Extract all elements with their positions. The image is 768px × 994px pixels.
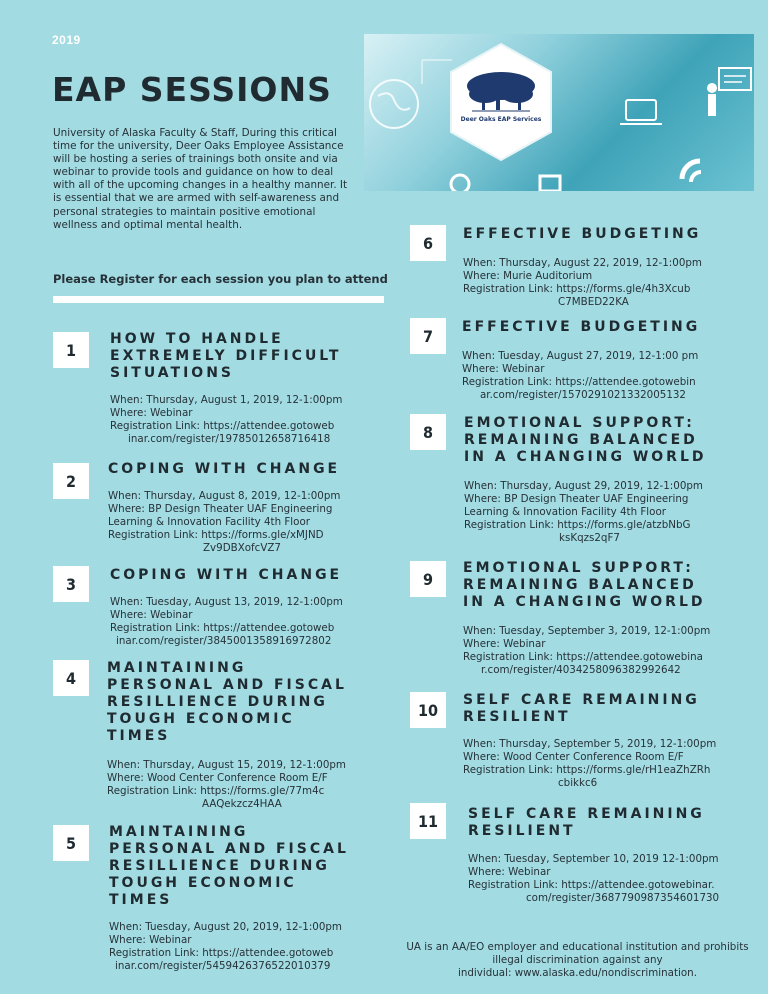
session-title: HOW TO HANDLE EXTREMELY DIFFICULT SITUATIONS bbox=[110, 331, 342, 381]
session-number-box: 4 bbox=[53, 660, 89, 696]
session-7 bbox=[462, 319, 700, 402]
session-details: When: Tuesday, August 13, 2019, 12-1:00pm Where: Webinar Registration Link: https://attendee.gotoweb inar.com/register/3845001358916972802 bbox=[110, 596, 343, 647]
session-title: SELF CARE REMAINING RESILIENT bbox=[463, 692, 700, 725]
session-4 bbox=[107, 660, 347, 811]
session-details: When: Thursday, August 29, 2019, 12-1:00pm Where: BP Design Theater UAF Engineering Learning & Innovation Facility 4th Floor Registration Link: https://forms.gle/atzbNbG ksKqzs2qF7 bbox=[464, 480, 703, 544]
session-1 bbox=[110, 331, 342, 446]
session-number-box: 3 bbox=[53, 566, 89, 602]
session-number-box: 1 bbox=[53, 332, 89, 368]
session-6 bbox=[463, 226, 702, 309]
session-9 bbox=[463, 560, 710, 677]
intro-paragraph: University of Alaska Faculty & Staff, During this critical time for the university, Deer Oaks Employee Assistance will be hosting a series of trainings both onsite and via webinar to provide tools and guidance on how to deal with all of the upcoming changes in a healthy manner. It is essential that we are armed with self-awareness and personal strategies to maintain positive emotional wellness and optimal mental health. bbox=[53, 127, 348, 231]
session-number-box: 2 bbox=[53, 463, 89, 499]
hero-graphic bbox=[364, 34, 754, 191]
session-details: When: Thursday, September 5, 2019, 12-1:00pm Where: Wood Center Conference Room E/F Registration Link: https://forms.gle/rH1eaZhZRh cbikkc6 bbox=[463, 738, 717, 789]
page-title: EAP SESSIONS bbox=[52, 70, 332, 109]
session-number-box: 5 bbox=[53, 825, 89, 861]
session-details: When: Thursday, August 1, 2019, 12-1:00pm Where: Webinar Registration Link: https://attendee.gotoweb inar.com/register/19785012658716418 bbox=[110, 394, 343, 445]
session-number-box: 8 bbox=[410, 414, 446, 450]
session-10 bbox=[463, 692, 716, 790]
session-title: EFFECTIVE BUDGETING bbox=[462, 319, 701, 335]
session-title: COPING WITH CHANGE bbox=[110, 567, 343, 583]
session-details: When: Thursday, August 15, 2019, 12-1:00pm Where: Wood Center Conference Room E/F Registration Link: https://forms.gle/77m4c AAQekzcz4HAA bbox=[107, 759, 346, 810]
session-5 bbox=[109, 824, 349, 973]
session-title: COPING WITH CHANGE bbox=[108, 461, 341, 477]
session-number-box: 11 bbox=[410, 803, 446, 839]
logo-badge bbox=[448, 42, 554, 166]
hero-image bbox=[364, 34, 754, 191]
session-title: MAINTAINING PERSONAL AND FISCAL RESILLIENCE DURING TOUGH ECONOMIC TIMES bbox=[107, 660, 347, 744]
deer-oaks-logo bbox=[448, 42, 554, 162]
session-details: When: Tuesday, August 27, 2019, 12-1:00 pm Where: Webinar Registration Link: https://attendee.gotowebin ar.com/register/1570291021332005132 bbox=[462, 350, 699, 401]
session-number-box: 7 bbox=[410, 318, 446, 354]
logo-text: Deer Oaks EAP Services bbox=[460, 116, 542, 123]
session-title: SELF CARE REMAINING RESILIENT bbox=[468, 806, 705, 839]
session-title: EMOTIONAL SUPPORT: REMAINING BALANCED IN A CHANGING WORLD bbox=[463, 560, 706, 610]
divider bbox=[53, 296, 384, 303]
session-details: When: Tuesday, September 10, 2019 12-1:00pm Where: Webinar Registration Link: https://attendee.gotowebinar. com/register/3687790987354601730 bbox=[468, 853, 720, 904]
session-11 bbox=[468, 806, 719, 905]
session-number-box: 9 bbox=[410, 561, 446, 597]
session-title: MAINTAINING PERSONAL AND FISCAL RESILLIENCE DURING TOUGH ECONOMIC TIMES bbox=[109, 824, 349, 908]
footer-disclaimer: UA is an AA/EO employer and educational institution and prohibits illegal discrimination against any individual: www.alaska.edu/nondiscrimination. bbox=[406, 941, 749, 979]
session-8 bbox=[464, 415, 707, 545]
session-details: When: Thursday, August 8, 2019, 12-1:00pm Where: BP Design Theater UAF Engineering Learning & Innovation Facility 4th Floor Registration Link: https://forms.gle/xMJND Zv9DBXofcVZ7 bbox=[108, 490, 341, 554]
session-3 bbox=[110, 567, 343, 648]
session-number-box: 6 bbox=[410, 225, 446, 261]
session-title: EMOTIONAL SUPPORT: REMAINING BALANCED IN A CHANGING WORLD bbox=[464, 415, 707, 465]
session-title: EFFECTIVE BUDGETING bbox=[463, 226, 702, 242]
session-details: When: Thursday, August 22, 2019, 12-1:00pm Where: Murie Auditorium Registration Link: https://forms.gle/4h3Xcub C7MBED22KA bbox=[463, 257, 702, 308]
register-note: Please Register for each session you plan to attend bbox=[53, 272, 388, 286]
session-number-box: 10 bbox=[410, 692, 446, 728]
session-details: When: Tuesday, September 3, 2019, 12-1:00pm Where: Webinar Registration Link: https://attendee.gotowebina r.com/register/4034258096382992642 bbox=[463, 625, 711, 676]
session-details: When: Tuesday, August 20, 2019, 12-1:00pm Where: Webinar Registration Link: https://attendee.gotoweb inar.com/register/5459426376522010379 bbox=[109, 921, 342, 972]
year-label: 2019 bbox=[52, 33, 81, 47]
session-2 bbox=[108, 461, 340, 555]
